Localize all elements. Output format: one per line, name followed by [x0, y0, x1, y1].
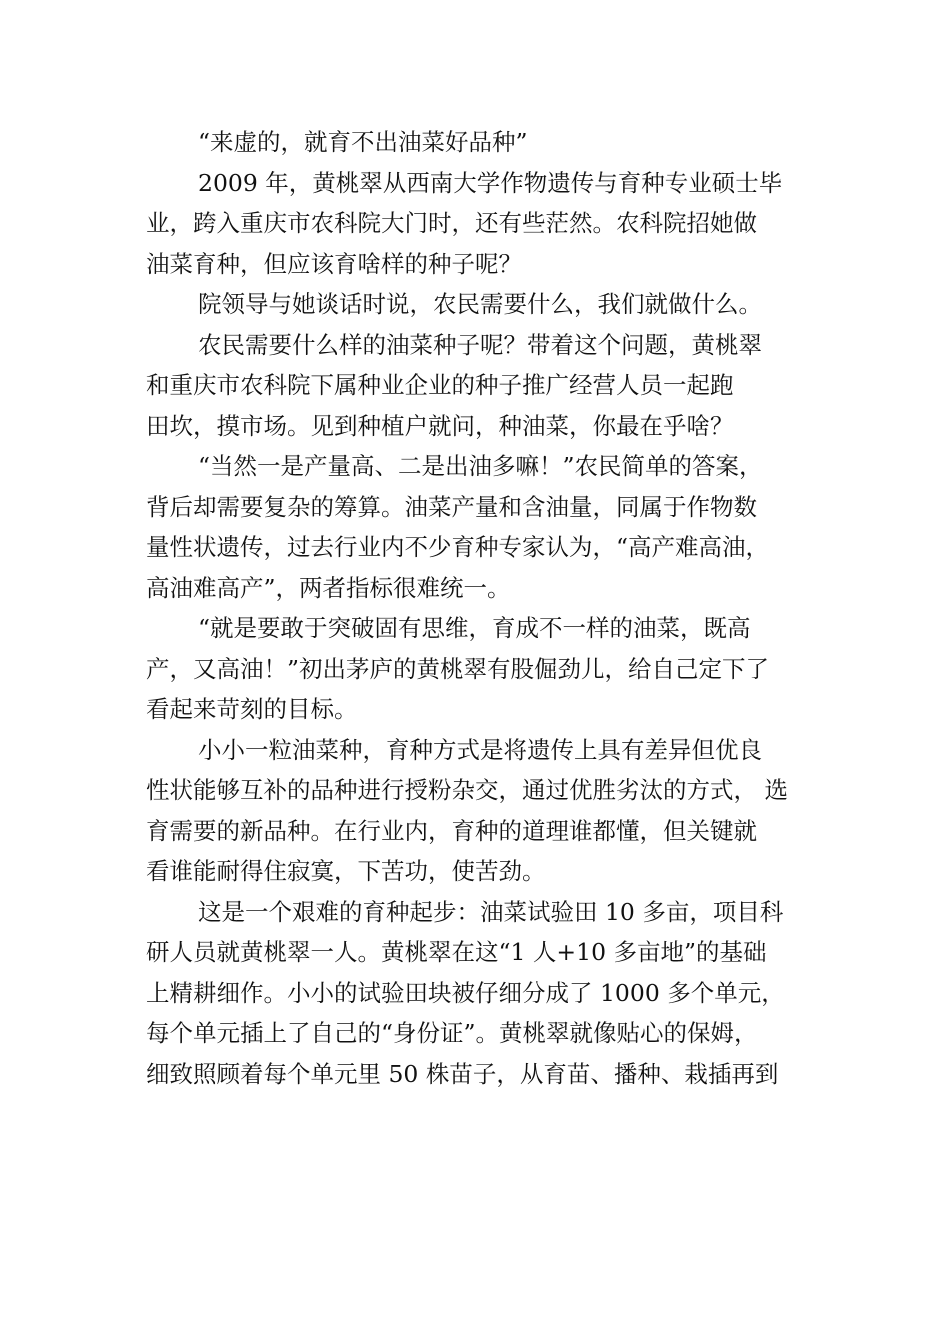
text-line: 上精耕细作。小小的试验田块被仔细分成了 1000 多个单元， [146, 978, 785, 1007]
text-line: 和重庆市农科院下属种业企业的种子推广经营人员一起跑 [146, 371, 734, 399]
text-line: 细致照顾着每个单元里 50 株苗子，从育苗、播种、栽插再到 [146, 1059, 779, 1088]
text-line: 每个单元插上了自己的“身份证”。黄桃翠就像贴心的保姆， [146, 1019, 758, 1047]
text-line: “就是要敢于突破固有思维，育成不一样的油菜，既高 [198, 614, 751, 642]
text-line: 农民需要什么样的油菜种子呢？带着这个问题，黄桃翠 [198, 330, 762, 359]
text-line: 育需要的新品种。在行业内，育种的道理谁都懂，但关键就 [146, 816, 757, 845]
section-heading: “来虚的，就育不出油菜好品种” [198, 128, 528, 156]
text-line: 看谁能耐得住寂寞，下苦功，使苦劲。 [146, 857, 546, 885]
text-line: 高油难高产”，两者指标很难统一。 [146, 573, 511, 602]
article-body [146, 122, 810, 1094]
text-line: 这是一个艰难的育种起步：油菜试验田 10 多亩，项目科 [198, 897, 784, 926]
text-line: 性状能够互补的品种进行授粉杂交，通过优胜劣汰的方式， 选 [146, 776, 788, 804]
text-line: 小小一粒油菜种，育种方式是将遗传上具有差异但优良 [198, 735, 762, 764]
text-line: 看起来苛刻的目标。 [146, 695, 358, 723]
text-line: 量性状遗传，过去行业内不少育种专家认为，“高产难高油， [146, 533, 770, 561]
text-line: “当然一是产量高、二是出油多嘛！”农民简单的答案， [198, 452, 763, 480]
text-line: 研人员就黄桃翠一人。黄桃翠在这“1 人+10 多亩地”的基础 [146, 938, 767, 966]
text-line: 背后却需要复杂的筹算。油菜产量和含油量，同属于作物数 [146, 492, 757, 521]
text-line: 业，跨入重庆市农科院大门时，还有些茫然。农科院招她做 [146, 209, 757, 237]
text-line: 田坎，摸市场。见到种植户就问，种油菜，你最在乎啥？ [146, 411, 734, 440]
text-line: 2009 年，黄桃翠从西南大学作物遗传与育种专业硕士毕 [198, 168, 783, 197]
text-line: 油菜育种，但应该育啥样的种子呢？ [146, 249, 522, 278]
text-line: 产，又高油！”初出茅庐的黄桃翠有股倔劲儿，给自己定下了 [146, 654, 770, 683]
text-line: 院领导与她谈话时说，农民需要什么，我们就做什么。 [198, 290, 762, 318]
